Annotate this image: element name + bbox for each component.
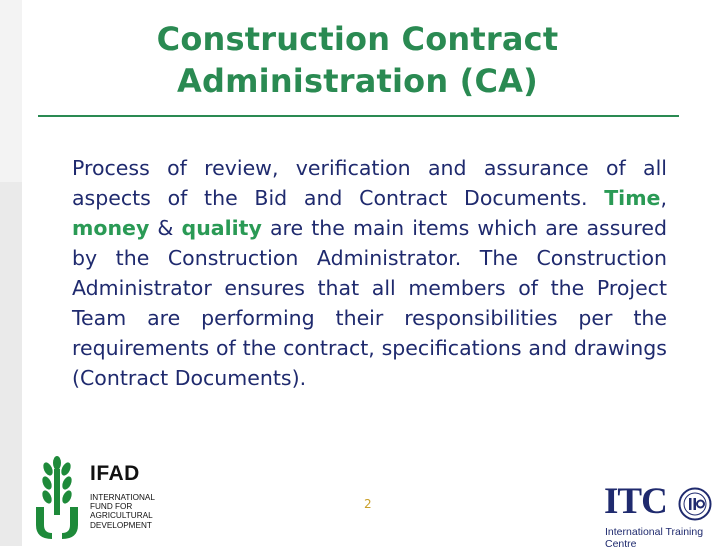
- ifad-sub-line-3: AGRICULTURAL: [90, 511, 153, 521]
- separator-2: &: [149, 216, 182, 240]
- title-line-1: Construction Contract: [156, 20, 559, 58]
- title-divider: [38, 115, 679, 117]
- ifad-wheat-logo-icon: [32, 455, 82, 539]
- ifad-sub-line-2: FUND FOR: [90, 502, 133, 512]
- itc-subtitle: International Training Centre: [605, 526, 704, 550]
- itc-logo-text: ITC: [604, 481, 667, 522]
- ifad-subtitle: [90, 493, 160, 530]
- ifad-sub-line-4: DEVELOPMENT: [90, 520, 152, 530]
- highlight-time: Time: [604, 186, 661, 210]
- body-paragraph: [72, 153, 667, 393]
- body-text-part-2: are the main items which are assured by the Construction Administrator. The Construction Administrator ensures that all members of the Project Team are performing their responsibilities per the requirements of the contract, specifications and drawings (Contract Documents).: [72, 216, 667, 390]
- page-number: 2: [364, 497, 372, 511]
- highlight-money: money: [72, 216, 150, 240]
- side-bar-bottom: [0, 182, 22, 546]
- title-line-2: Administration (CA): [177, 62, 538, 100]
- separator-1: ,: [660, 186, 667, 210]
- slide-title: [100, 18, 615, 102]
- ifad-name: IFAD: [90, 462, 140, 485]
- ilo-seal-icon: [678, 487, 712, 521]
- ifad-sub-line-1: INTERNATIONAL: [90, 493, 155, 502]
- body-text-part-1: Process of review, verification and assurance of all aspects of the Bid and Contract Documents.: [72, 156, 667, 210]
- side-bar-top: [0, 0, 22, 182]
- highlight-quality: quality: [181, 216, 262, 240]
